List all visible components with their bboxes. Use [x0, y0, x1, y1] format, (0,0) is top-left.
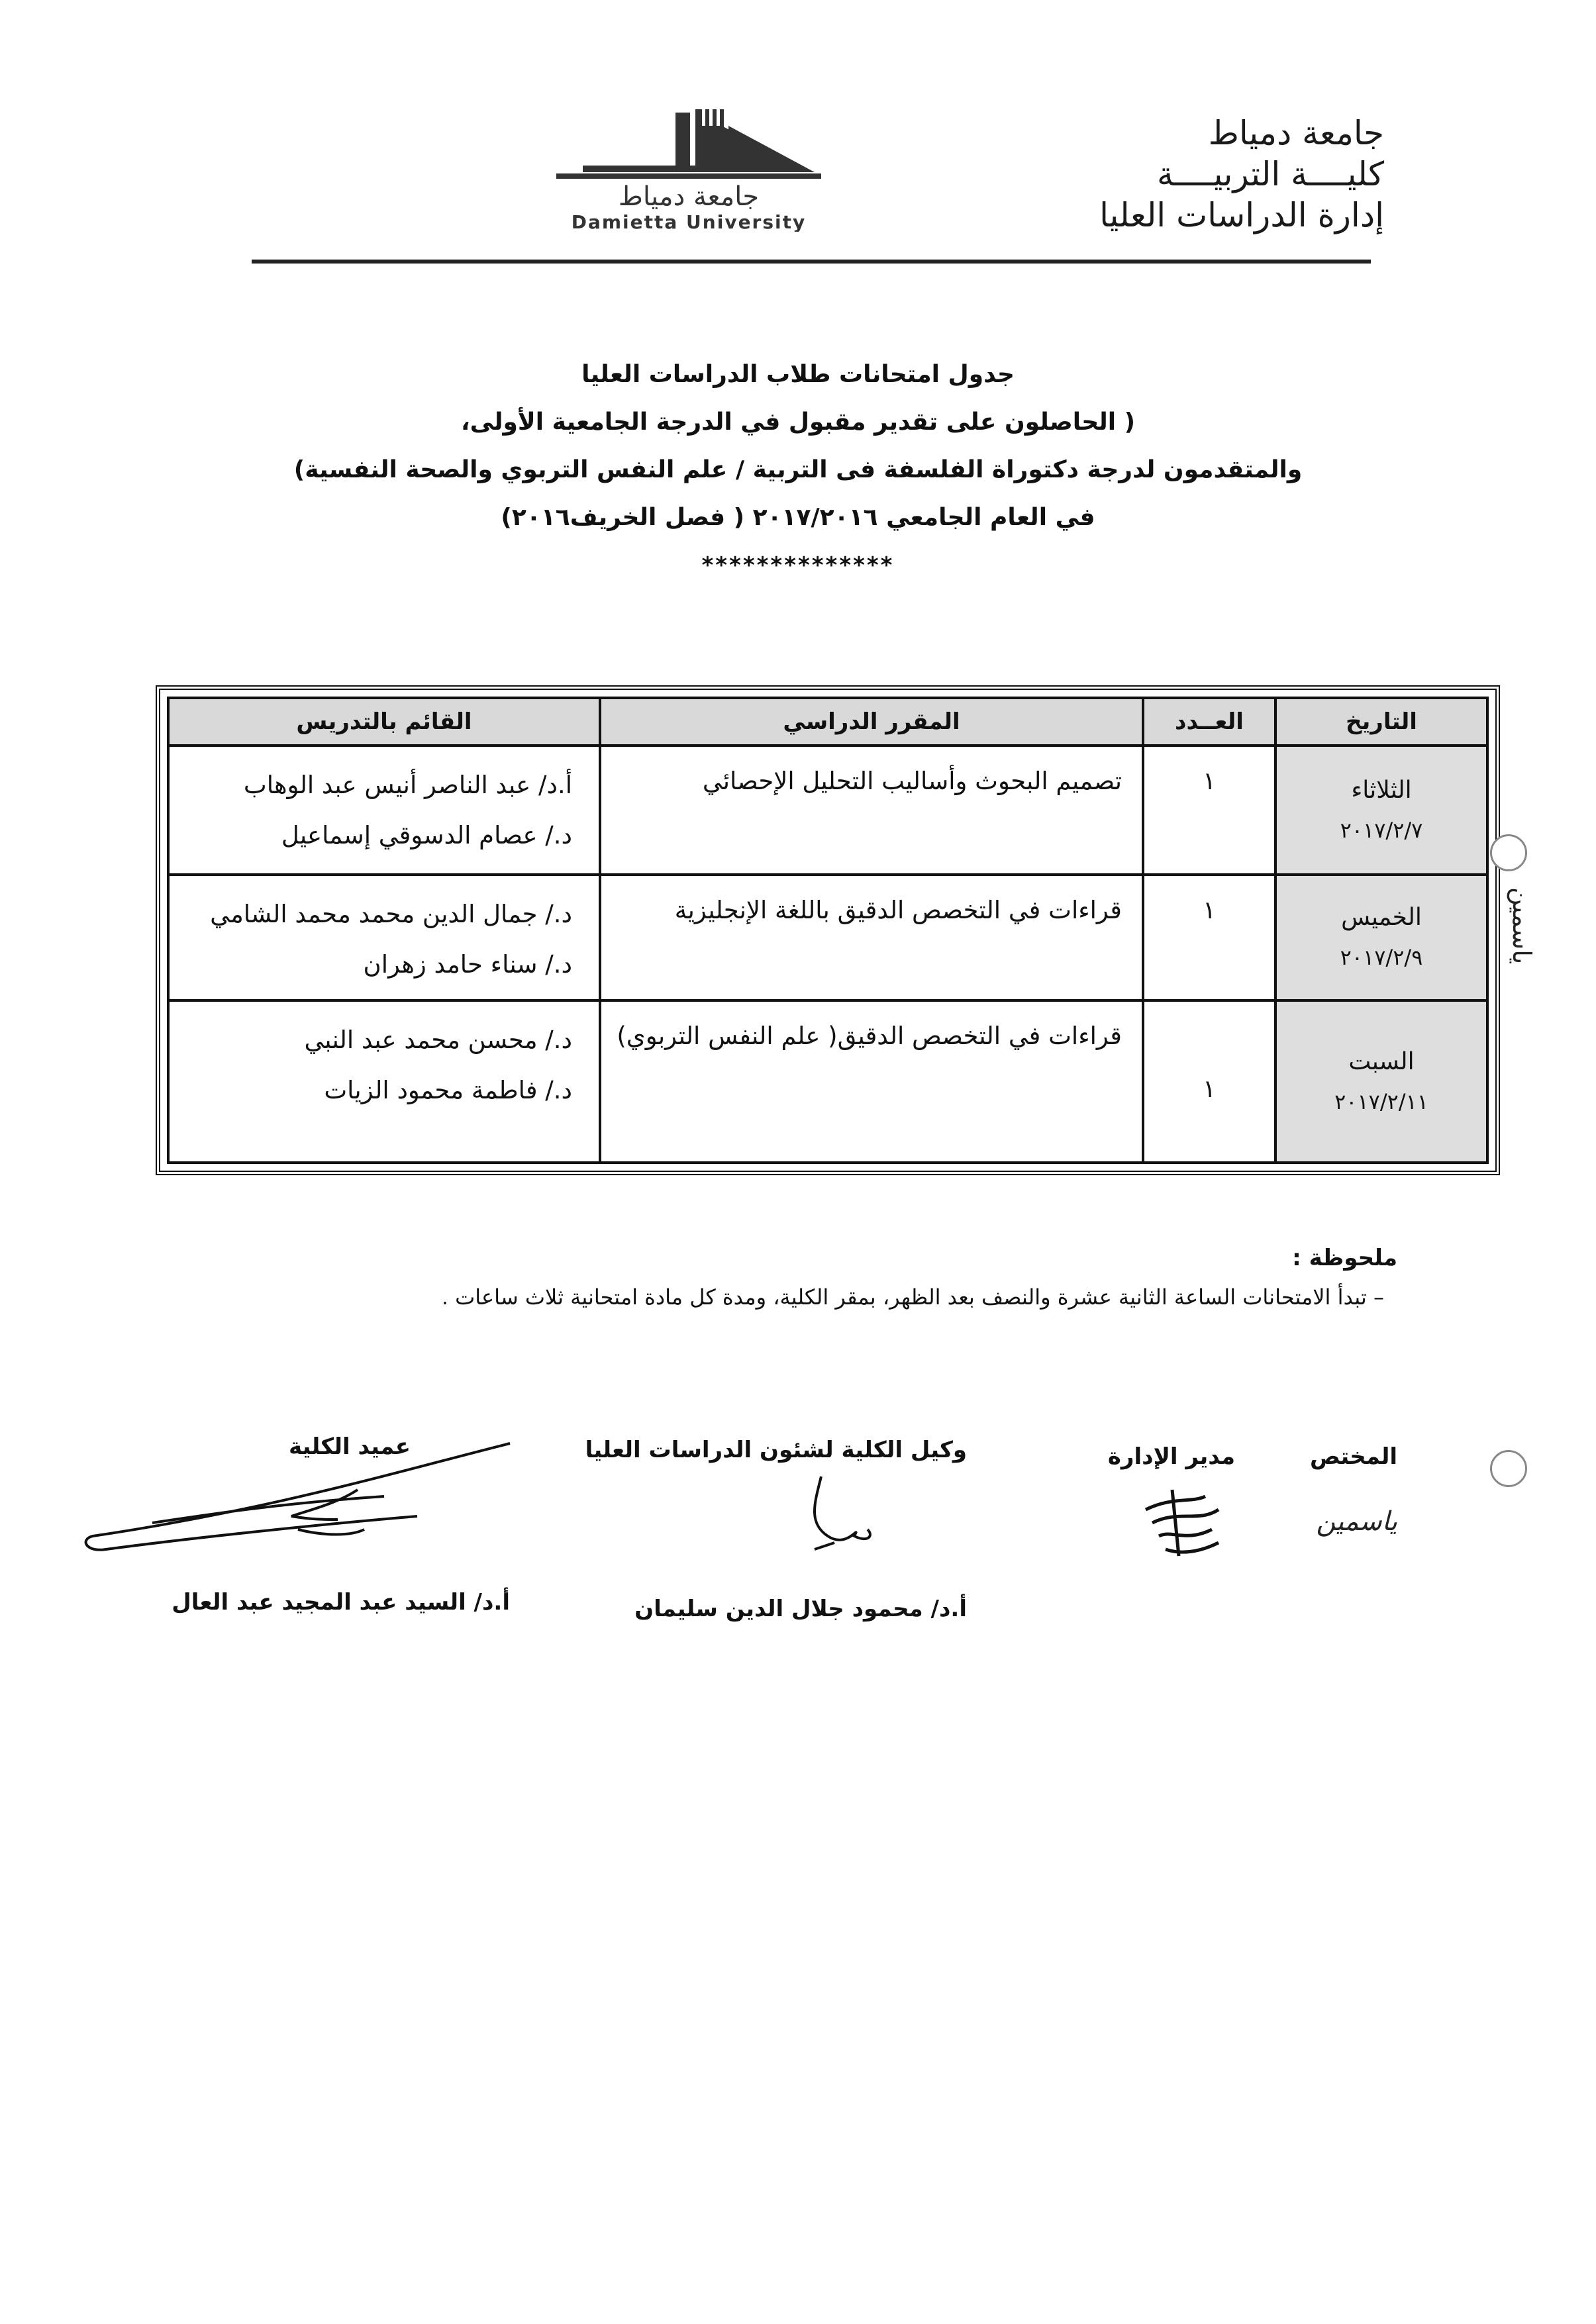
count-cell: ١: [1143, 875, 1275, 1000]
title-line-1: جدول امتحانات طلاب الدراسات العليا: [581, 361, 1015, 388]
dean-name: أ.د/ السيد عبد المجيد عبد العال: [172, 1589, 510, 1616]
manager-signature: [1132, 1483, 1232, 1569]
teacher-name: د./ فاطمة محمود الزيات: [324, 1076, 572, 1104]
punch-hole: [1490, 1450, 1527, 1487]
institution-header: [1099, 113, 1384, 236]
course-cell: قراءات في التخصص الدقيق باللغة الإنجليزية: [600, 875, 1143, 1000]
teacher-name: د./ محسن محمد عبد النبي: [304, 1026, 572, 1054]
table-header-row: [168, 698, 1487, 746]
vice-dean-signature: [795, 1463, 887, 1563]
dean-signature: [73, 1437, 523, 1582]
document-title: [199, 351, 1397, 589]
manager-label: مدير الإدارة: [1107, 1443, 1235, 1470]
teacher-name: د./ جمال الدين محمد محمد الشامي: [210, 900, 572, 928]
count-cell: ١: [1143, 1000, 1275, 1163]
note-text: – تبدأ الامتحانات الساعة الثانية عشرة والنصف بعد الظهر، بمقر الكلية، ومدة كل مادة امتحانية ثلاث ساعات .: [441, 1284, 1384, 1310]
margin-handwritten-note: ياسمين: [1507, 887, 1536, 965]
department-name: إدارة الدراسات العليا: [1099, 196, 1384, 234]
vice-dean-label: وكيل الكلية لشئون الدراسات العليا: [585, 1437, 967, 1463]
exam-date: ٢٠١٧/٢/٩: [1340, 945, 1423, 970]
specialist-label: المختص: [1310, 1443, 1397, 1470]
title-line-4: في العام الجامعي ٢٠١٧/٢٠١٦ ( فصل الخريف٢٠١٦): [501, 504, 1095, 531]
exam-date: ٢٠١٧/٢/١١: [1334, 1089, 1428, 1114]
university-logo: [503, 99, 874, 232]
table-row: [168, 1000, 1487, 1163]
teacher-cell: [168, 1000, 600, 1163]
date-cell: [1275, 1000, 1487, 1163]
logo-arabic-text: جامعة دمياط: [618, 181, 760, 212]
header-course: المقرر الدراسي: [600, 698, 1143, 746]
course-cell: قراءات في التخصص الدقيق( علم النفس التربوي): [600, 1000, 1143, 1163]
exam-schedule-table: [167, 697, 1489, 1164]
teacher-cell: [168, 746, 600, 875]
header-teacher: القائم بالتدريس: [168, 698, 600, 746]
exam-date: ٢٠١٧/٢/٧: [1340, 817, 1423, 843]
exam-table-frame: [156, 685, 1500, 1175]
header-count: العــدد: [1143, 698, 1275, 746]
punch-hole: [1490, 834, 1527, 871]
title-line-2: ( الحاصلون على تقدير مقبول في الدرجة الجامعية الأولى،: [460, 409, 1136, 436]
exam-day: السبت: [1348, 1047, 1415, 1075]
date-cell: [1275, 746, 1487, 875]
specialist-signature: ياسمين: [1316, 1506, 1397, 1537]
dean-label: عميد الكلية: [289, 1433, 411, 1460]
header-divider: [252, 260, 1371, 264]
vice-dean-name: أ.د/ محمود جلال الدين سليمان: [634, 1596, 967, 1622]
university-name: جامعة دمياط: [1208, 114, 1384, 152]
teacher-cell: [168, 875, 600, 1000]
teacher-name: د./ سناء حامد زهران: [363, 950, 572, 979]
teacher-name: أ.د/ عبد الناصر أنيس عبد الوهاب: [243, 771, 572, 799]
exam-day: الثلاثاء: [1351, 776, 1412, 804]
title-stars: **************: [701, 552, 895, 579]
logo-english-text: Damietta University: [571, 211, 807, 232]
table-row: [168, 746, 1487, 875]
header-date: التاريخ: [1275, 698, 1487, 746]
course-cell: تصميم البحوث وأساليب التحليل الإحصائي: [600, 746, 1143, 875]
exam-day: الخميس: [1341, 904, 1422, 931]
college-name: كليــــة التربيــــة: [1157, 155, 1384, 193]
title-line-3: والمتقدمون لدرجة دكتوراة الفلسفة فى التربية / علم النفس التربوي والصحة النفسية): [293, 456, 1303, 483]
table-row: [168, 875, 1487, 1000]
teacher-name: د./ عصام الدسوقي إسماعيل: [281, 821, 572, 849]
note-title: ملحوظة :: [1292, 1245, 1397, 1271]
date-cell: [1275, 875, 1487, 1000]
count-cell: ١: [1143, 746, 1275, 875]
